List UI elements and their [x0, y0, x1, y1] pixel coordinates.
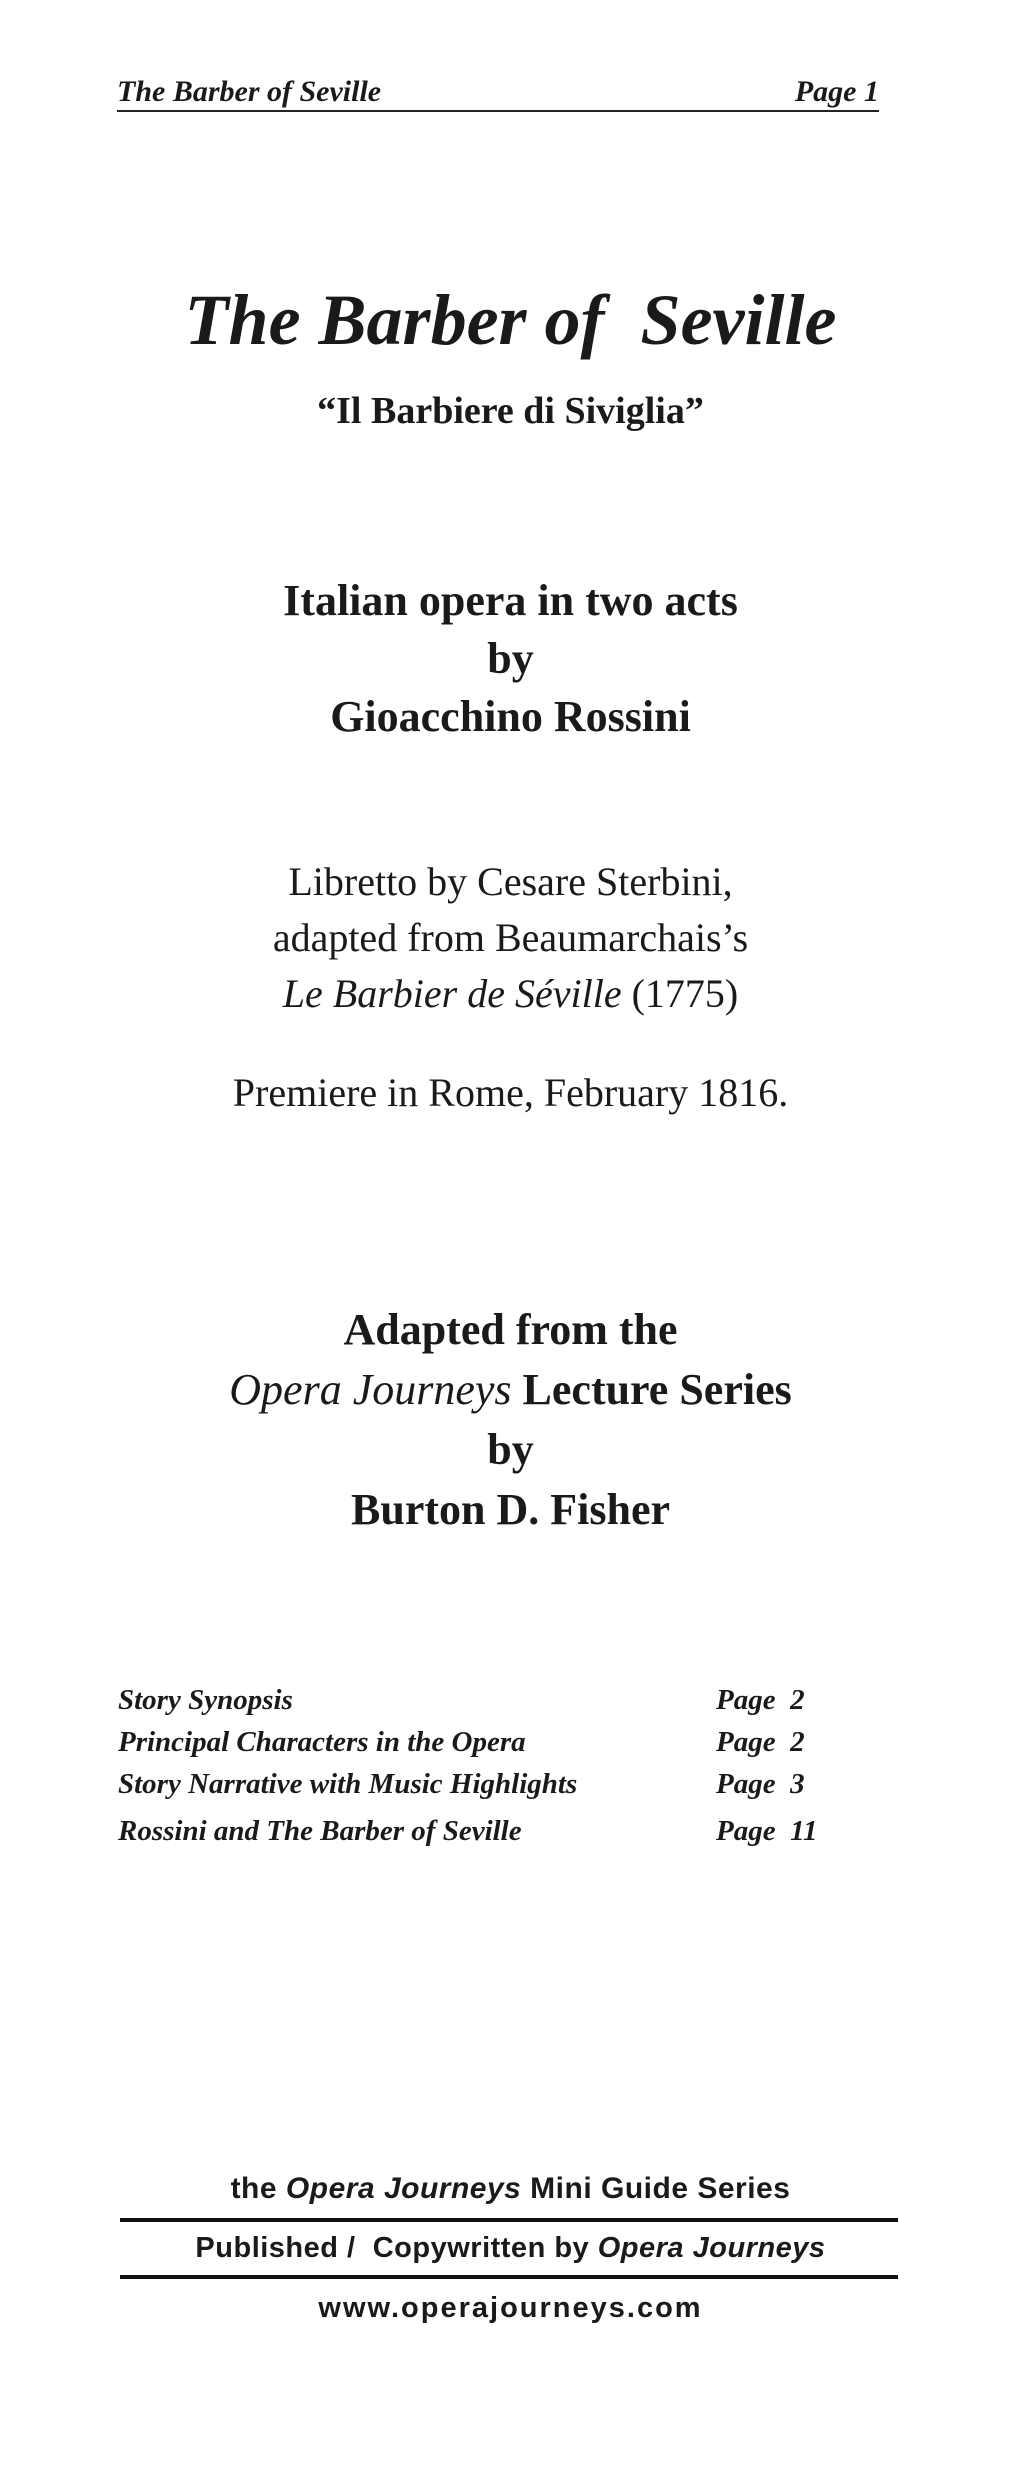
published-line	[0, 2230, 1021, 2266]
series-name: Opera Journeys	[285, 2172, 522, 2205]
source-title: Le Barbier de Séville	[282, 971, 622, 1016]
author: Burton D. Fisher	[351, 1485, 670, 1534]
toc-item-title: Story Synopsis	[118, 1684, 293, 1716]
adapted-line-2	[0, 1360, 1021, 1420]
footer-rule-top	[120, 2218, 898, 2222]
footer-rule-bottom	[120, 2275, 898, 2279]
italian-title: “Il Barbiere di Siviglia”	[317, 390, 704, 432]
libretto-line-1: Libretto by Cesare Sterbini,	[288, 859, 733, 904]
toc-item	[118, 1726, 878, 1768]
toc-item	[118, 1768, 878, 1810]
page-title: The Barber of Seville	[184, 280, 837, 360]
series-prefix: the	[230, 2172, 286, 2205]
opera-info	[0, 572, 1021, 746]
opera-type: Italian opera in two acts	[283, 576, 738, 625]
table-of-contents	[118, 1684, 878, 1857]
toc-item-page: Page 3	[716, 1768, 805, 1800]
toc-item	[118, 1684, 878, 1726]
toc-item	[118, 1815, 878, 1857]
running-header	[117, 76, 879, 112]
libretto-line-2: adapted from Beaumarchais’s	[272, 915, 749, 960]
website-url: www.operajourneys.com	[318, 2292, 703, 2324]
source-year: (1775)	[621, 971, 739, 1016]
mini-guide-series	[0, 2170, 1021, 2208]
adapted-line-1: Adapted from the	[343, 1305, 678, 1354]
series-suffix: Mini Guide Series	[521, 2172, 791, 2205]
toc-item-title: Principal Characters in the Opera	[118, 1726, 526, 1758]
libretto-info	[0, 854, 1021, 1022]
publisher-name: Opera Journeys	[597, 2232, 826, 2264]
lecture-series-name: Opera Journeys	[229, 1365, 512, 1414]
libretto-line-3	[0, 966, 1021, 1022]
header-page-number: Page 1	[794, 75, 879, 108]
toc-item-page: Page 2	[716, 1684, 805, 1716]
toc-item-title: Rossini and The Barber of Seville	[118, 1815, 522, 1847]
toc-item-page: Page 2	[716, 1726, 805, 1758]
opera-by: by	[487, 634, 534, 683]
header-title: The Barber of Seville	[117, 75, 382, 108]
toc-item-page: Page 11	[716, 1815, 818, 1847]
composer: Gioacchino Rossini	[330, 692, 691, 741]
toc-item-title: Story Narrative with Music Highlights	[118, 1768, 578, 1800]
adapted-from	[0, 1300, 1021, 1540]
premiere-info: Premiere in Rome, February 1816.	[232, 1070, 789, 1115]
lecture-series-suffix: Lecture Series	[511, 1365, 792, 1414]
published-prefix: Published / Copywritten by	[195, 2232, 598, 2264]
adapted-by: by	[487, 1425, 534, 1474]
